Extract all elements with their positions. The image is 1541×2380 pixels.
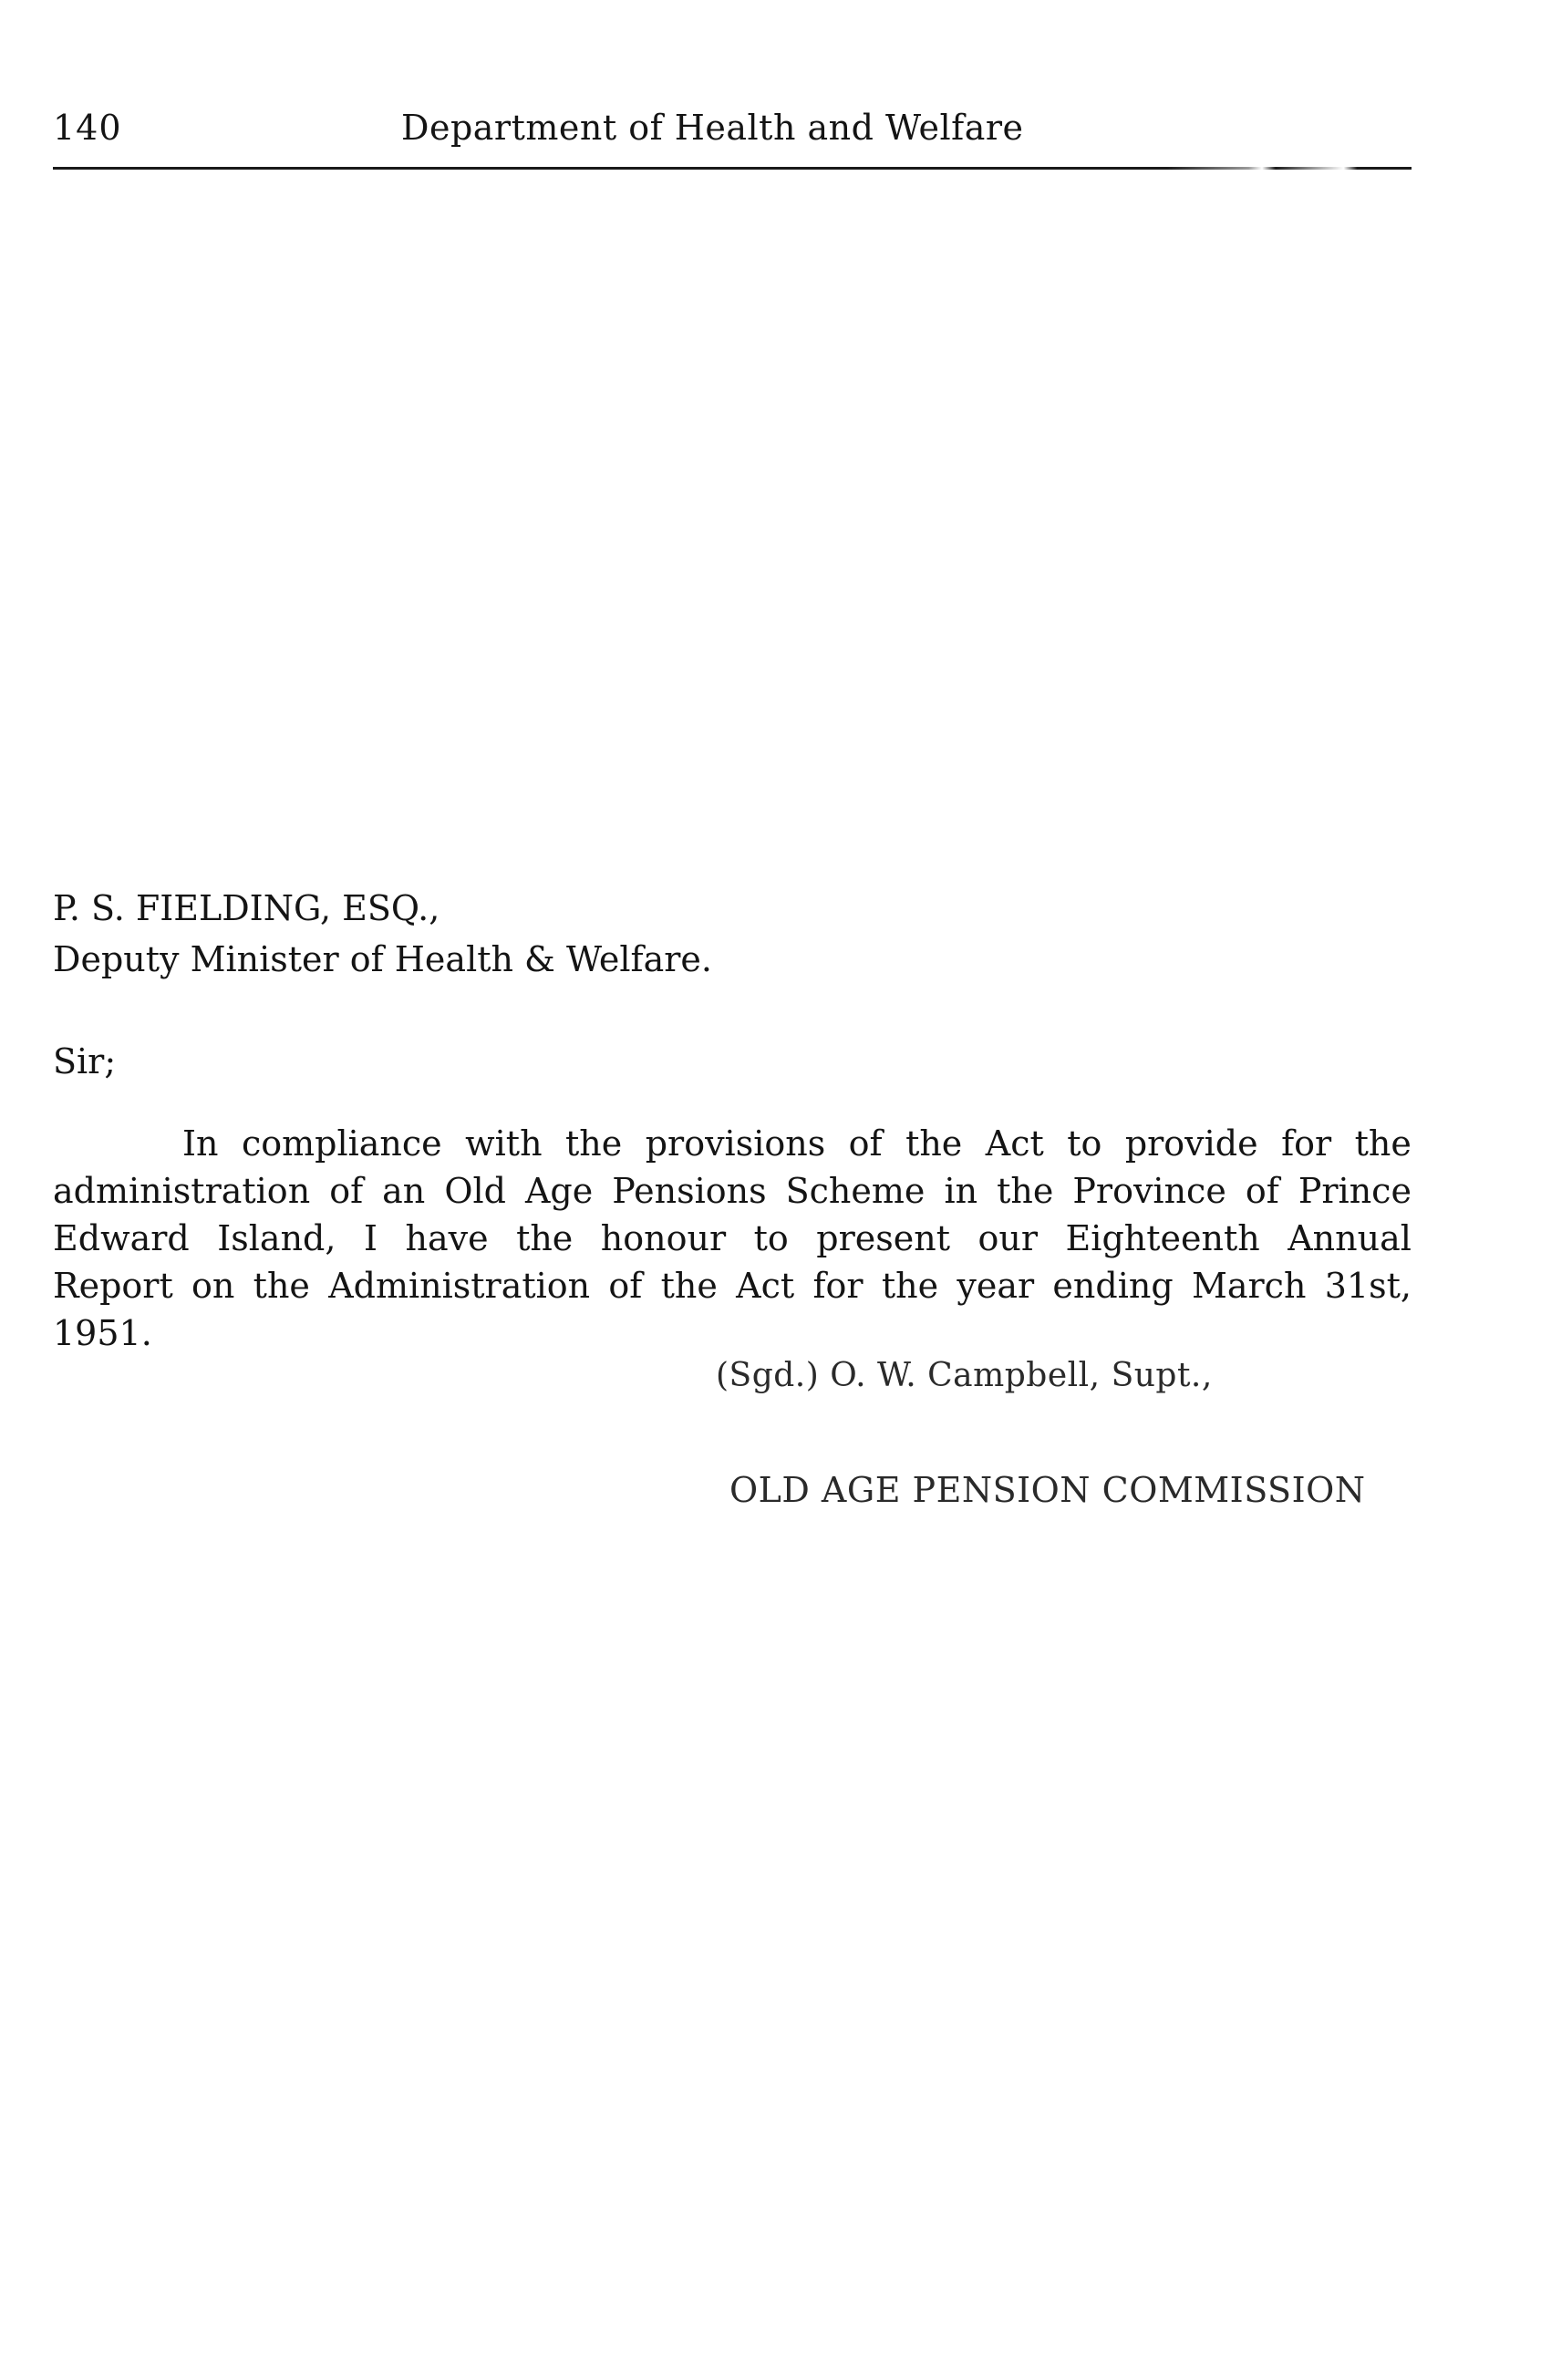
body-word: 31st, [1324,1266,1412,1306]
addressee-name: P. S. FIELDING, ESQ., [53,888,440,928]
body-word: for [812,1266,864,1306]
header-rule [53,167,1412,170]
body-word: Act [736,1266,795,1306]
page-header [53,108,1412,164]
body-word: of [848,1123,883,1164]
body-word: Scheme [785,1171,926,1211]
body-word: of [608,1266,643,1306]
body-word: Administration [328,1266,591,1306]
running-head: Department of Health and Welfare [401,108,1024,148]
body-word: March [1191,1266,1307,1306]
body-word: ending [1052,1266,1174,1306]
body-word: Act [985,1123,1044,1164]
body-word: the [516,1218,574,1258]
body-word: year [957,1266,1035,1306]
body-word: our [977,1218,1039,1258]
body-word: 1951. [53,1313,152,1353]
body-word: Report [53,1266,173,1306]
body-word: the [565,1123,623,1164]
body-word: of [329,1171,364,1211]
body-word: compliance [241,1123,442,1164]
body-word: to [753,1218,789,1258]
page-number: 140 [53,108,122,148]
body-word: administration [53,1171,311,1211]
body-word: with [465,1123,543,1164]
body-word: I [363,1218,377,1258]
body-word: provide [1124,1123,1258,1164]
body-word: the [660,1266,718,1306]
body-word: to [1067,1123,1102,1164]
body-word: In [182,1123,219,1164]
body-word: the [881,1266,939,1306]
body-line-1 [53,1120,1412,1167]
body-line-4 [53,1262,1412,1309]
body-word: of [1245,1171,1279,1211]
body-word: the [1354,1123,1412,1164]
body-word: Age [524,1171,594,1211]
body-word: the [905,1123,963,1164]
body-line-3 [53,1215,1412,1262]
body-word: an [382,1171,426,1211]
body-word: Eighteenth [1065,1218,1260,1258]
body-word: Old [444,1171,506,1211]
body-word: present [816,1218,951,1258]
body-word: have [405,1218,489,1258]
salutation: Sir; [53,1041,117,1081]
body-word: provisions [645,1123,826,1164]
body-word: the [253,1266,310,1306]
letter-body [53,1120,1412,1357]
addressee-title: Deputy Minister of Health & Welfare. [53,939,713,979]
body-line-5 [53,1309,1412,1357]
signature-line: (Sgd.) O. W. Campbell, Supt., [716,1357,1213,1394]
body-word: Prince [1298,1171,1412,1211]
body-word: honour [600,1218,727,1258]
body-word: Annual [1288,1218,1412,1258]
body-word: Island, [217,1218,336,1258]
body-word: Edward [53,1218,190,1258]
body-word: Pensions [612,1171,767,1211]
addressee-block [53,883,712,985]
body-word: Province [1072,1171,1226,1211]
body-line-2 [53,1167,1412,1215]
body-word: for [1281,1123,1332,1164]
organization-name: OLD AGE PENSION COMMISSION [729,1470,1366,1510]
body-word: the [997,1171,1054,1211]
body-word: in [944,1171,978,1211]
body-word: on [191,1266,235,1306]
